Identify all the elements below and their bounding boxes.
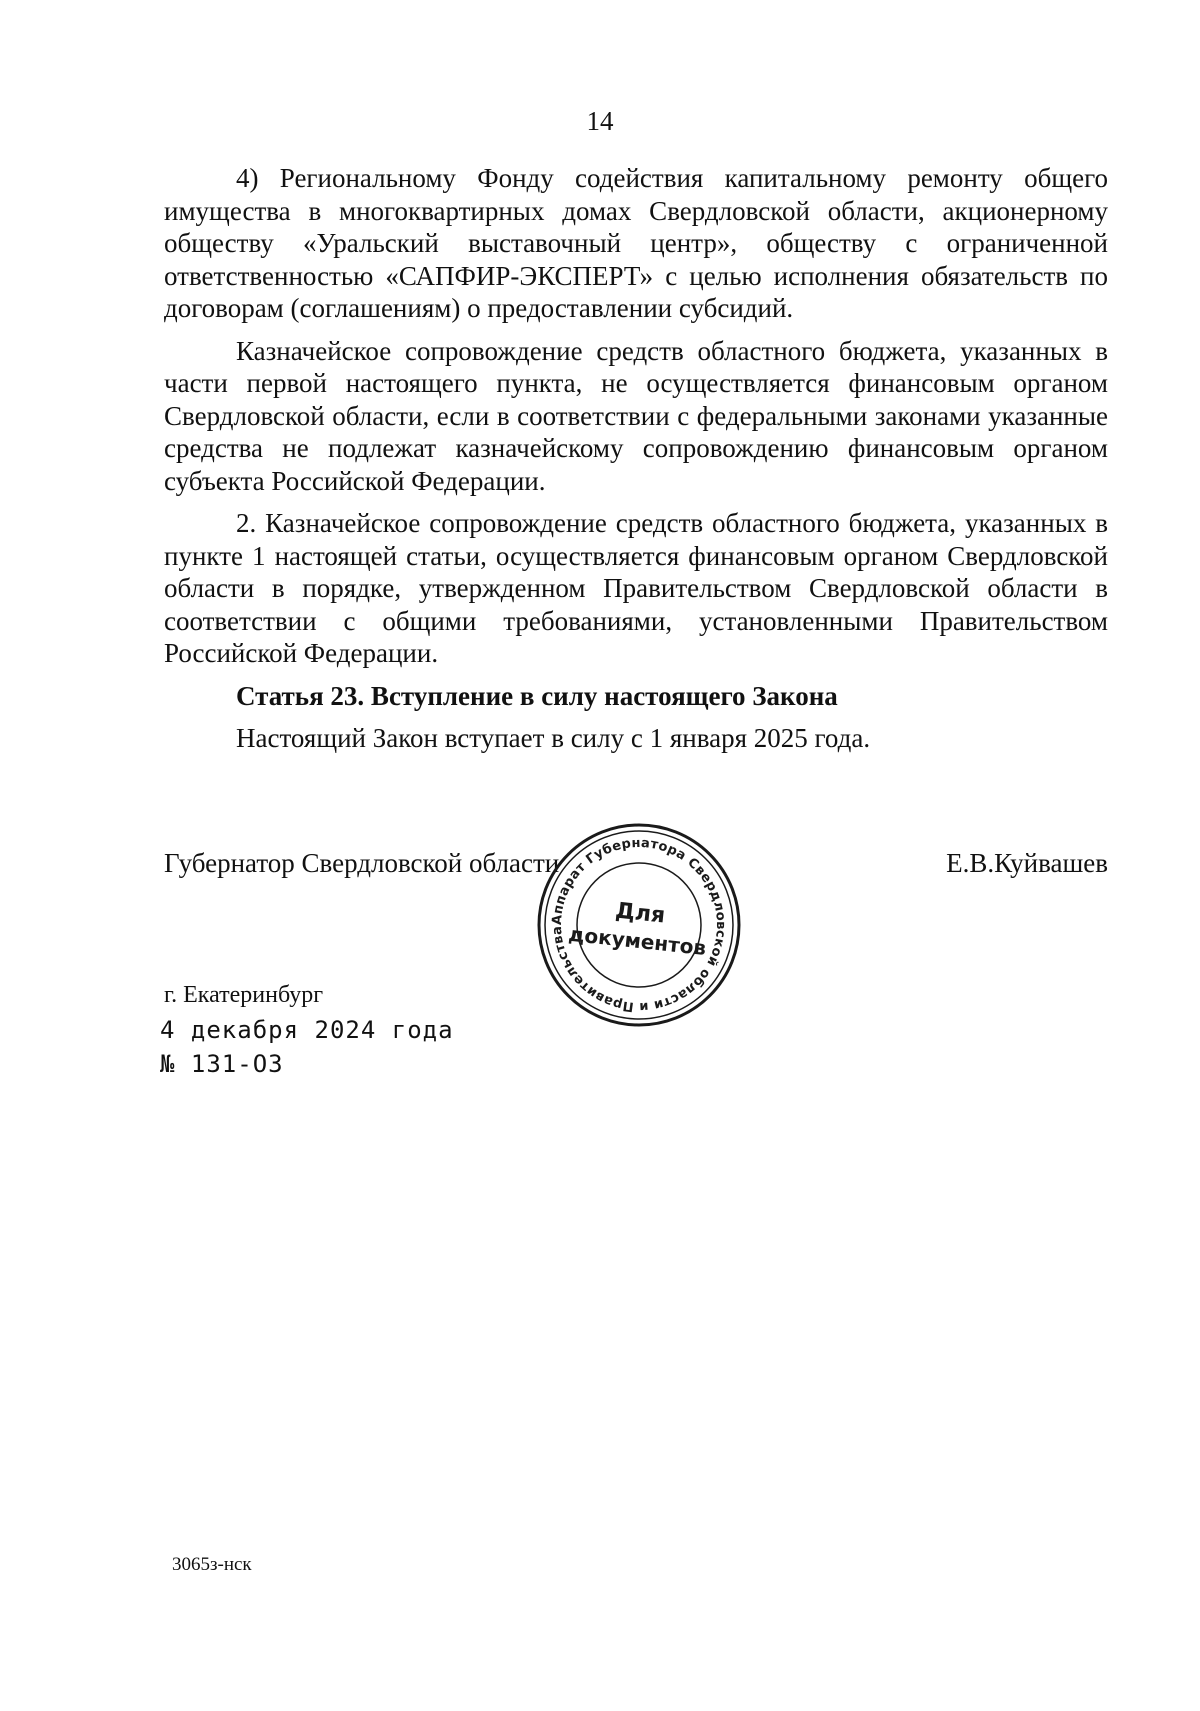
law-date: 4 декабря 2024 года xyxy=(160,1016,454,1044)
signatory-position: Губернатор Свердловской области xyxy=(164,848,560,878)
stamp-center-line2: документов xyxy=(567,921,708,961)
paragraph-treasury-exception: Казначейское сопровождение средств областного бюджета, указанных в части первой настоящего пункта, не осуществляется финансовым органом Свердловской области, если в соответствии с федеральными законами указанные средства не подлежат казначейскому сопровождению финансовым органом субъекта Российской Федерации. xyxy=(164,335,1108,496)
paragraph-item-4: 4) Региональному Фонду содействия капитальному ремонту общего имущества в многоквартирных домах Свердловской области, акционерному обществу «Уральский выставочный центр», обществу с ограниченной ответственностью «САПФИР-ЭКСПЕРТ» с целью исполнения обязательств по договорам (соглашениям) о предоставлении субсидий. xyxy=(164,163,1108,323)
article-text: Настоящий Закон вступает в силу с 1 января 2025 года. xyxy=(236,723,871,753)
signatory-name: Е.В.Куйвашев xyxy=(946,848,1108,878)
paragraph-point-2: 2. Казначейское сопровождение средств областного бюджета, указанных в пункте 1 настоящей статьи, осуществляется финансовым органом Свердловской области в порядке, утвержденном Правительством Свердловской области в соответствии с общими требованиями, установленными Правительством Российской Федерации. xyxy=(164,508,1108,668)
city-line: г. Екатеринбург xyxy=(164,982,324,1008)
stamp-ring-text: Аппарат Губернатора Свердловской области и Правительства xyxy=(549,835,729,1015)
stamp-center-line1: Для xyxy=(614,898,667,929)
official-stamp xyxy=(534,820,744,1030)
page-number: 14 xyxy=(586,106,614,136)
document-id: 3065з-нск xyxy=(172,1554,252,1575)
document-body xyxy=(164,162,1108,755)
stamp-seal-icon xyxy=(534,820,744,1030)
article-heading: Статья 23. Вступление в силу настоящего Закона xyxy=(236,680,838,711)
law-number: № 131-ОЗ xyxy=(160,1050,284,1078)
